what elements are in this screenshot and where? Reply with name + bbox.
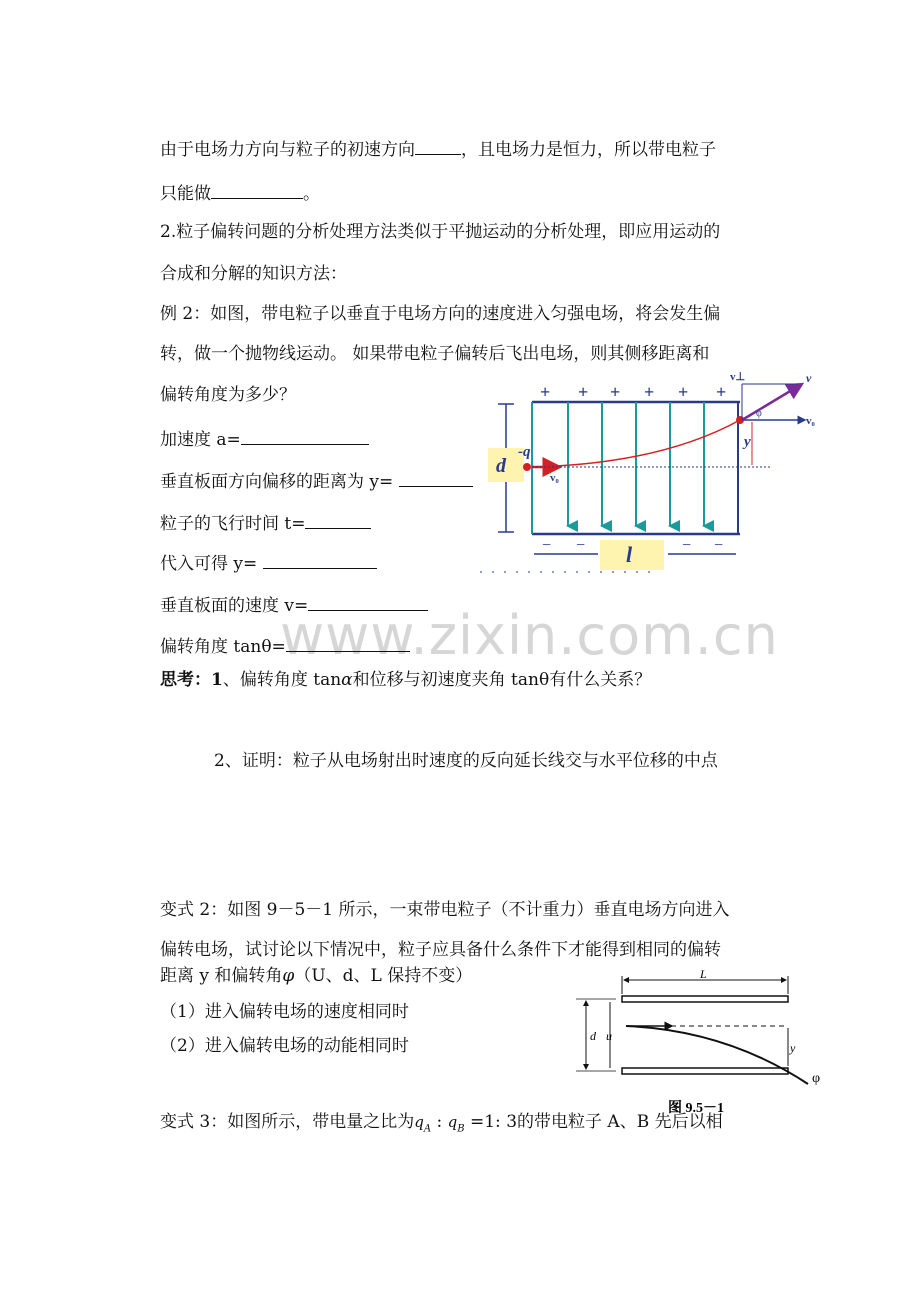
figure-caption: 图 9.5－1: [668, 1101, 724, 1116]
gap-label: d: [496, 455, 506, 477]
line-offset: 垂直板面方向偏移的距离为 y=: [160, 468, 473, 494]
particle: [523, 463, 531, 471]
blank-y[interactable]: [263, 550, 377, 569]
line-velocity: 垂直板面的速度 v=: [160, 592, 428, 618]
plus-sign: +: [678, 382, 689, 402]
line-proof: 2、证明：粒子从电场射出时速度的反向延长线交与水平位移的中点: [214, 751, 718, 771]
y-label: y: [790, 1041, 796, 1055]
plus-sign: +: [644, 382, 655, 402]
vy-label: v⊥: [730, 371, 746, 383]
blank-time[interactable]: [305, 510, 371, 529]
blank-accel[interactable]: [241, 426, 369, 445]
line-6: 转，做一个抛物线运动。 如果带电粒子偏转后飞出电场，则其侧移距离和: [160, 344, 710, 364]
line-case-1: （1）进入偏转电场的速度相同时: [160, 1002, 409, 1022]
d-label: d: [590, 1029, 596, 1043]
angle-label: φ: [756, 408, 762, 419]
line-2: 只能做 。: [160, 180, 320, 206]
line-var2-b: 偏转电场，试讨论以下情况中，粒子应具备什么条件下才能得到相同的偏转: [160, 940, 721, 960]
line-var2-c: 距离 y 和偏转角φ（U、d、L 保持不变）: [160, 966, 473, 986]
y-label: y: [744, 434, 751, 450]
figure-deflection: [480, 368, 830, 578]
minus-sign: −: [542, 537, 552, 554]
watermark: www.zixin.com.cn: [280, 604, 779, 667]
length-label: l: [626, 542, 633, 567]
v-label: v: [806, 371, 812, 385]
phi-label: φ: [812, 1071, 821, 1086]
blank-2[interactable]: [211, 180, 303, 199]
line-think: 思考：1、偏转角度 tanα和位移与初速度夹角 tanθ有什么关系？: [160, 670, 652, 690]
line-tan: 偏转角度 tanθ=: [160, 633, 410, 659]
line-var2-a: 变式 2：如图 9－5－1 所示，一束带电粒子（不计重力）垂直电场方向进入: [160, 900, 730, 920]
charge-label: -q: [518, 444, 531, 460]
line-7: 偏转角度为多少？: [160, 385, 296, 405]
line-5: 例 2：如图，带电粒子以垂直于电场方向的速度进入匀强电场，将会发生偏: [160, 304, 721, 324]
line-time: 粒子的飞行时间 t=: [160, 510, 371, 536]
bottom-plate: [622, 1068, 788, 1074]
v0-label: v₀: [550, 472, 559, 484]
plus-sign: +: [716, 382, 727, 402]
line-y: 代入可得 y=: [160, 550, 377, 576]
line-1: 由于电场力方向与粒子的初速方向 ，且电场力是恒力，所以带电粒子: [160, 136, 716, 162]
blank-tan[interactable]: [286, 633, 410, 652]
minus-sign: −: [576, 537, 586, 554]
u-label: u: [606, 1029, 612, 1043]
line-4: 合成和分解的知识方法：: [160, 264, 347, 284]
line-3: 2.粒子偏转问题的分析处理方法类似于平抛运动的分析处理，即应用运动的: [160, 222, 721, 242]
line-var3: 变式 3：如图所示，带电量之比为$q_A$ : $q_B =1$: 3的带电粒子 A、B 先后以相: [160, 1112, 723, 1135]
v0-exit-label: v₀: [806, 415, 815, 427]
plus-sign: +: [540, 382, 551, 402]
top-plate: [622, 996, 788, 1002]
figure-9-5-1: [576, 968, 836, 1118]
beam-path: [626, 1026, 808, 1084]
blank-1[interactable]: [415, 136, 461, 155]
blank-offset[interactable]: [399, 468, 473, 487]
line-case-2: （2）进入偏转电场的动能相同时: [160, 1036, 409, 1056]
L-label: L: [700, 968, 707, 981]
minus-sign: −: [682, 537, 692, 554]
plus-sign: +: [610, 382, 621, 402]
minus-sign: −: [714, 537, 724, 554]
plus-sign: +: [578, 382, 589, 402]
line-accel: 加速度 a=: [160, 426, 369, 452]
